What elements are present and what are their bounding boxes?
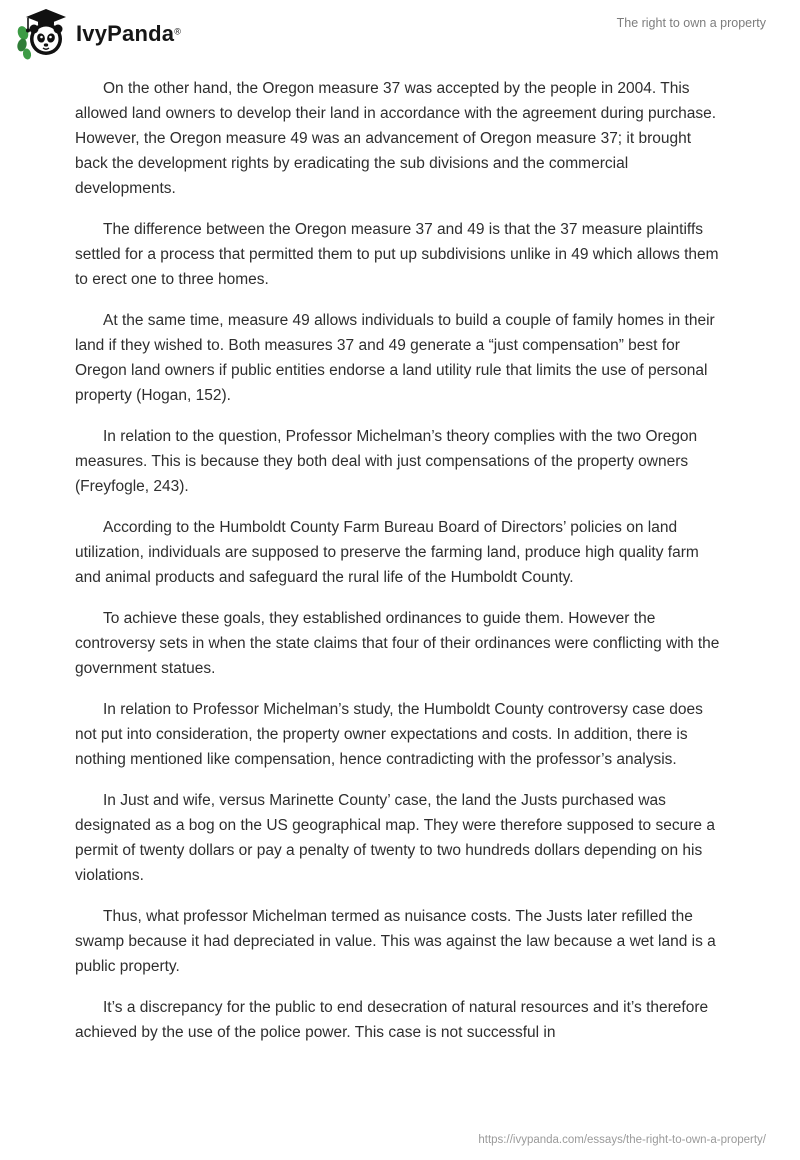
source-url: https://ivypanda.com/essays/the-right-to-own-a-property/ <box>478 1134 766 1146</box>
essay-paragraph: At the same time, measure 49 allows individuals to build a couple of family homes in their land if they wished to. Both measures 37 and 49 generate a “just compensation” best for Oregon land owners if public entities endorse a land utility rule that limits the use of personal property (Hogan, 152). <box>75 312 715 404</box>
page-title: The right to own a property <box>616 16 766 30</box>
essay-paragraph: It’s a discrepancy for the public to end desecration of natural resources and it’s therefore achieved by the use of the police power. This case is not successful in <box>75 999 709 1041</box>
essay-paragraph: According to the Humboldt County Farm Bureau Board of Directors’ policies on land utilization, individuals are supposed to preserve the farming land, produce high quality farm and animal products and safeguard the rural life of the Humboldt County. <box>75 519 699 586</box>
essay-paragraph: The difference between the Oregon measure 37 and 49 is that the 37 measure plaintiffs settled for a process that permitted them to put up subdivisions unlike in 49 which allows them to erect one to three homes. <box>75 221 719 288</box>
essay-body <box>0 64 800 1045</box>
essay-paragraph: In relation to Professor Michelman’s study, the Humboldt County controversy case does not put into consideration, the property owner expectations and costs. In addition, there is nothing mentioned like compensation, hence contradicting with the professor’s analysis. <box>75 701 703 768</box>
ivypanda-logo-icon <box>16 7 68 61</box>
brand-logo[interactable] <box>16 7 181 61</box>
registered-mark: ® <box>174 26 181 37</box>
brand-name: IvyPanda® <box>76 21 181 46</box>
essay-paragraph: To achieve these goals, they established ordinances to guide them. However the controversy sets in when the state claims that four of their ordinances were conflicting with the government statues. <box>75 610 720 677</box>
essay-paragraph: In Just and wife, versus Marinette County’ case, the land the Justs purchased was designated as a bog on the US geographical map. They were therefore supposed to secure a permit of twenty dollars or pay a penalty of twenty to two hundreds dollars depending on his violations. <box>75 792 715 884</box>
essay-paragraph: In relation to the question, Professor Michelman’s theory complies with the two Oregon measures. This is because they both deal with just compensations of the property owners (Freyfogle, 243). <box>75 428 698 495</box>
essay-paragraph: Thus, what professor Michelman termed as nuisance costs. The Justs later refilled the swamp because it had depreciated in value. This was against the law because a wet land is a public property. <box>75 908 716 975</box>
page-header <box>0 0 800 64</box>
essay-paragraph: On the other hand, the Oregon measure 37 was accepted by the people in 2004. This allowed land owners to develop their land in accordance with the agreement during purchase. However, the Oregon measure 49 was an advancement of Oregon measure 37; it brought back the development rights by eradicating the sub divisions and the commercial developments. <box>75 80 717 197</box>
